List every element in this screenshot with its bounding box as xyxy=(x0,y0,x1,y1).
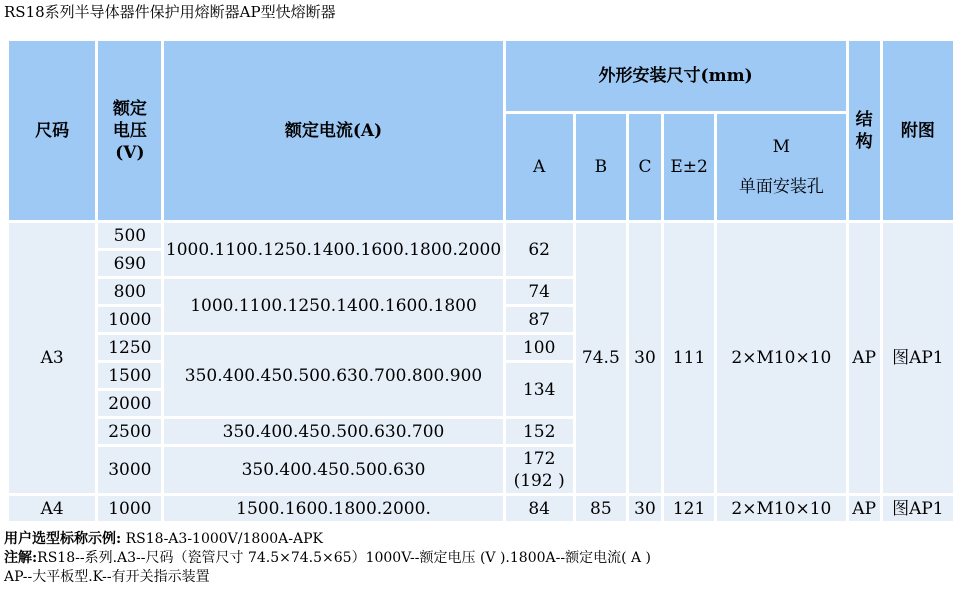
a3-dim-a-7-alt: (192 ) xyxy=(513,471,565,491)
a3-dim-c: 30 xyxy=(629,223,661,493)
header-dim-a: A xyxy=(506,114,573,220)
header-dims: 外形安装尺寸(mm) xyxy=(506,41,846,111)
header-structure-line1: 结 xyxy=(855,109,873,130)
a3-voltage-2000: 2000 xyxy=(98,391,161,416)
a3-voltage-1250: 1250 xyxy=(98,335,161,360)
a3-dim-a-6: 152 xyxy=(506,419,573,444)
example-label: 用户选型标称示例: xyxy=(4,531,122,547)
header-figure: 附图 xyxy=(883,41,953,220)
header-voltage xyxy=(98,41,161,220)
a4-structure: AP xyxy=(849,496,880,521)
note-line xyxy=(4,549,651,568)
a3-voltage-1000: 1000 xyxy=(98,307,161,332)
header-dim-e: E±2 xyxy=(664,114,714,220)
header-dim-m xyxy=(717,114,845,220)
header-dim-m-label: M xyxy=(772,137,791,157)
a4-dim-e: 121 xyxy=(664,496,714,521)
a3-dim-a-7-value: 172 xyxy=(522,449,556,469)
a3-dim-a-4: 100 xyxy=(506,335,573,360)
a3-voltage-1500: 1500 xyxy=(98,363,161,388)
a3-dim-a-2: 74 xyxy=(506,279,573,304)
note-line-2: AP--大平板型.K--有开关指示装置 xyxy=(4,569,210,585)
a3-current-row1: 1000.1100.1250.1400.1600.1800.2000 xyxy=(164,223,502,276)
notes-section xyxy=(4,530,651,587)
a4-current: 1500.1600.1800.2000. xyxy=(164,496,502,521)
header-dim-b: B xyxy=(576,114,626,220)
header-voltage-line3: (V) xyxy=(115,142,145,163)
a3-dim-a-7 xyxy=(506,447,573,493)
a3-current-row2: 1000.1100.1250.1400.1600.1800 xyxy=(164,279,502,332)
header-structure xyxy=(849,41,880,220)
a4-dim-a: 84 xyxy=(506,496,573,521)
a3-dim-e: 111 xyxy=(664,223,714,493)
header-voltage-line1: 额定 xyxy=(112,98,147,119)
a4-dim-b: 85 xyxy=(576,496,626,521)
header-voltage-line2: 电压 xyxy=(112,120,147,141)
a3-dim-a-5: 134 xyxy=(506,363,573,416)
a3-voltage-690: 690 xyxy=(98,251,161,276)
a4-dim-m: 2×M10×10 xyxy=(717,496,845,521)
spec-table xyxy=(6,38,956,524)
a4-code: A4 xyxy=(9,496,95,521)
header-dim-m-sub: 单面安装孔 xyxy=(738,177,824,197)
a3-dim-a-1: 62 xyxy=(506,223,573,276)
a3-dim-a-3: 87 xyxy=(506,307,573,332)
a4-figure: 图AP1 xyxy=(883,496,953,521)
a4-voltage: 1000 xyxy=(98,496,161,521)
a3-dim-b: 74.5 xyxy=(576,223,626,493)
note-value: RS18--系列.A3--尺码（瓷管尺寸 74.5×74.5×65）1000V--额定电压 (V ).1800A--额定电流( A ) xyxy=(37,550,652,566)
a3-current-row4: 350.400.450.500.630.700 xyxy=(164,419,502,444)
note-label: 注解: xyxy=(4,550,38,566)
header-structure-line2: 构 xyxy=(855,131,873,152)
header-code: 尺码 xyxy=(9,41,95,220)
example-line xyxy=(4,530,651,549)
a3-voltage-3000: 3000 xyxy=(98,447,161,493)
a3-dim-m: 2×M10×10 xyxy=(717,223,845,493)
page-title: RS18系列半导体器件保护用熔断器AP型快熔断器 xyxy=(4,3,336,21)
header-current: 额定电流(A) xyxy=(164,41,502,220)
header-dim-c: C xyxy=(629,114,661,220)
a3-voltage-500: 500 xyxy=(98,223,161,248)
example-value: RS18-A3-1000V/1800A-APK xyxy=(121,531,323,547)
a3-current-row5: 350.400.450.500.630 xyxy=(164,447,502,493)
a3-structure: AP xyxy=(849,223,880,493)
a3-code: A3 xyxy=(9,223,95,493)
a3-voltage-800: 800 xyxy=(98,279,161,304)
a3-voltage-2500: 2500 xyxy=(98,419,161,444)
spec-table-container xyxy=(6,38,956,524)
a3-current-row3: 350.400.450.500.630.700.800.900 xyxy=(164,335,502,416)
a4-dim-c: 30 xyxy=(629,496,661,521)
a3-figure: 图AP1 xyxy=(883,223,953,493)
